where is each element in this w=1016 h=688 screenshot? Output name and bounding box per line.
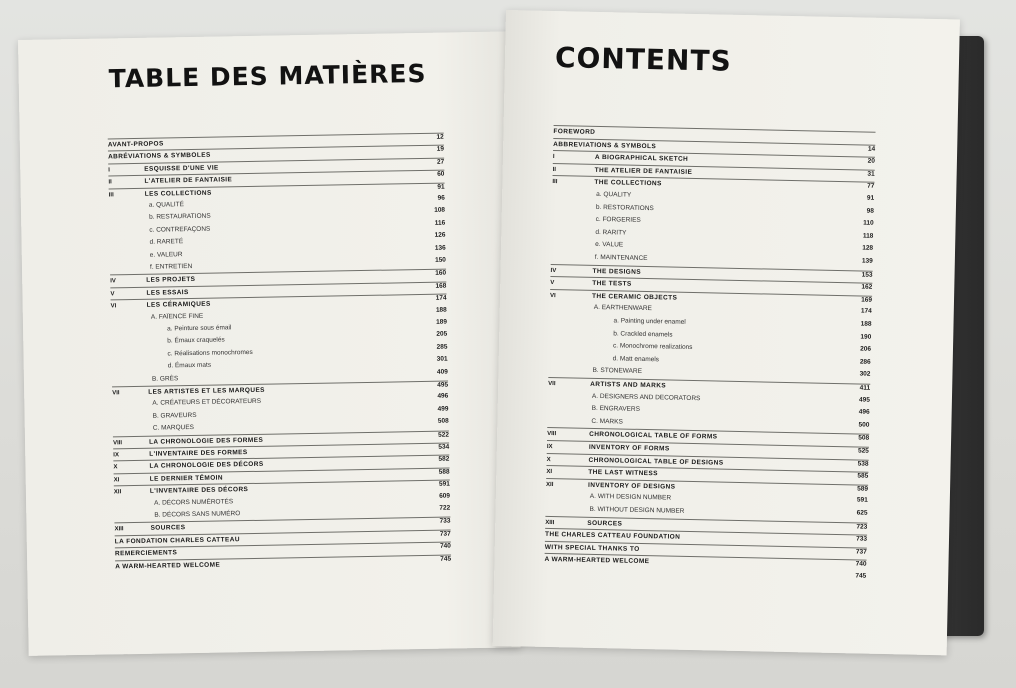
entry-title: SOURCES <box>150 524 186 533</box>
page-number: 118 <box>862 232 874 240</box>
entry-title: A. DÉCORS NUMÉROTÉS <box>154 497 234 507</box>
entry-title: B. GRÈS <box>151 374 179 383</box>
page-number: 206 <box>860 345 872 353</box>
page-number: 737 <box>855 548 867 556</box>
entry-title: LES PROJETS <box>146 276 196 285</box>
entry-title: c. Monochrome realizations <box>612 342 693 352</box>
page-number: 205 <box>436 330 448 339</box>
entry-title: THE CHARLES CATTEAU FOUNDATION <box>544 531 681 541</box>
page-number: 27 <box>436 158 445 166</box>
entry-title: THE TESTS <box>592 280 632 288</box>
entry-title: d. Émaux mats <box>167 361 212 370</box>
page-number: 745 <box>855 572 867 580</box>
chapter-number: III <box>552 179 558 186</box>
entry-title: B. STONEWARE <box>592 367 643 376</box>
page-number: 525 <box>857 447 869 455</box>
chapter-number: XII <box>546 481 554 488</box>
page-number: 188 <box>860 320 872 328</box>
chapter-number: XI <box>113 477 120 484</box>
page-number: 588 <box>438 468 450 476</box>
entry-title: e. VALUE <box>595 241 624 249</box>
page-number: 14 <box>867 145 876 153</box>
chapter-number: VII <box>548 380 556 388</box>
chapter-number: VIII <box>112 439 123 446</box>
chapter-number: XII <box>113 489 122 496</box>
page-number: 625 <box>856 509 868 517</box>
page-number: 496 <box>437 392 449 401</box>
page-number: 153 <box>861 271 873 279</box>
entry-title: b. Crackled enamels <box>613 329 673 339</box>
entry-title: f. ENTRETIEN <box>149 262 193 271</box>
page-number: 174 <box>860 307 872 316</box>
page-number: 301 <box>436 355 448 363</box>
chapter-number: V <box>110 291 115 298</box>
entry-title: B. WITHOUT DESIGN NUMBER <box>589 505 685 515</box>
page-number: 591 <box>856 496 868 505</box>
page-number: 136 <box>434 244 446 252</box>
page-number: 150 <box>434 256 446 264</box>
page-number: 508 <box>437 417 449 425</box>
page-number: 108 <box>434 206 446 215</box>
chapter-number: IX <box>113 452 119 459</box>
entry-title: d. RARETÉ <box>149 238 184 246</box>
page-number: 495 <box>858 396 870 404</box>
entry-title: L'INVENTAIRE DES DÉCORS <box>149 486 249 495</box>
entry-title: CHRONOLOGICAL TABLE OF FORMS <box>589 431 718 441</box>
page-number: 169 <box>861 296 873 304</box>
chapter-number: X <box>113 464 118 471</box>
page-number: 409 <box>436 368 448 376</box>
left-table-of-contents <box>20 131 512 570</box>
page-number: 91 <box>437 183 445 191</box>
entry-title: B. DÉCORS SANS NUMÉRO <box>154 510 241 519</box>
page-number: 740 <box>439 542 451 550</box>
page-number: 190 <box>860 333 872 341</box>
entry-title: A. DESIGNERS AND DECORATORS <box>591 392 701 402</box>
entry-title: INVENTORY OF FORMS <box>588 443 670 453</box>
entry-title: INVENTORY OF DESIGNS <box>587 481 676 491</box>
entry-title: a. QUALITY <box>596 190 632 199</box>
entry-title: A. EARTHENWARE <box>593 304 652 313</box>
page-number: 96 <box>437 194 445 202</box>
page-number: 139 <box>861 257 873 265</box>
chapter-number: V <box>550 280 555 287</box>
entry-title: LA CHRONOLOGIE DES FORMES <box>148 436 264 446</box>
left-page <box>18 31 521 655</box>
chapter-number: III <box>108 191 114 199</box>
entry-title: A BIOGRAPHICAL SKETCH <box>594 154 689 164</box>
entry-title: LES COLLECTIONS <box>144 189 212 198</box>
entry-title: a. Peinture sous émail <box>167 324 232 333</box>
entry-title: L'ATELIER DE FANTAISIE <box>144 176 233 186</box>
page-number: 499 <box>437 405 449 413</box>
page-number: 585 <box>857 472 869 480</box>
entry-title: A WARM-HEARTED WELCOME <box>544 556 650 566</box>
entry-title: c. Réalisations monochromes <box>167 348 253 358</box>
page-number: 534 <box>438 443 450 451</box>
entry-title: LA CHRONOLOGIE DES DÉCORS <box>149 461 264 471</box>
entry-title: e. VALEUR <box>149 250 183 259</box>
chapter-number: VIII <box>547 431 557 438</box>
page-number: 737 <box>439 530 451 538</box>
entry-title: LES ESSAIS <box>146 288 189 297</box>
page-number: 591 <box>438 480 450 488</box>
right-table-of-contents <box>504 124 958 580</box>
entry-title: b. RESTAURATIONS <box>149 213 211 222</box>
entry-title: a. Painting under enamel <box>613 317 686 326</box>
page-number: 162 <box>861 283 873 291</box>
chapter-number: VI <box>110 303 117 310</box>
page-number: 98 <box>866 207 874 215</box>
entry-title: a. QUALITÉ <box>148 201 185 209</box>
chapter-number: VI <box>549 292 556 299</box>
entry-title: d. Matt enamels <box>612 355 660 364</box>
page-number: 745 <box>440 555 452 563</box>
chapter-number: II <box>552 166 557 173</box>
entry-title: ABBREVIATIONS & SYMBOLS <box>553 140 657 150</box>
entry-title: LA FONDATION CHARLES CATTEAU <box>114 536 240 546</box>
page-number: 60 <box>437 170 445 178</box>
entry-title: A. WITH DESIGN NUMBER <box>589 493 672 502</box>
page-number: 733 <box>856 535 868 543</box>
page-number: 110 <box>863 219 874 227</box>
page-number: 20 <box>867 157 875 165</box>
entry-title: ESQUISSE D'UNE VIE <box>144 164 219 173</box>
page-number: 168 <box>435 282 447 290</box>
entry-title: THE DESIGNS <box>592 267 642 276</box>
entry-title: d. RARITY <box>595 228 627 237</box>
chapter-number: VII <box>112 390 120 397</box>
chapter-number: II <box>108 179 112 186</box>
chapter-number: IX <box>546 443 553 451</box>
entry-title: c. CONTREFAÇONS <box>149 225 211 234</box>
page-number: 128 <box>862 244 874 253</box>
chapter-number: X <box>546 456 551 463</box>
page-number: 77 <box>867 182 875 191</box>
entry-title: THE COLLECTIONS <box>594 179 662 188</box>
page-number: 302 <box>859 370 871 379</box>
page-number: 522 <box>438 431 450 439</box>
page-number: 286 <box>859 358 871 366</box>
entry-title: b. Émaux craquelés <box>167 336 225 345</box>
right-page-title: CONTENTS <box>554 41 733 78</box>
left-page-title: TABLE DES MATIÈRES <box>108 58 427 94</box>
entry-title: A. CRÉATEURS ET DÉCORATEURS <box>152 398 262 408</box>
entry-title: WITH SPECIAL THANKS TO <box>544 543 640 553</box>
entry-title: THE CERAMIC OBJECTS <box>591 292 678 302</box>
page-number: 582 <box>438 455 450 464</box>
entry-title: THE ATELIER DE FANTAISIE <box>594 166 693 176</box>
page-number: 500 <box>858 421 870 429</box>
page-number: 285 <box>436 343 448 351</box>
entry-title: ABRÉVIATIONS & SYMBOLES <box>108 152 211 161</box>
entry-title: AVANT-PROPOS <box>107 140 164 149</box>
page-number: 508 <box>858 434 870 443</box>
entry-title: CHRONOLOGICAL TABLE OF DESIGNS <box>588 456 724 467</box>
chapter-number: IV <box>550 267 557 274</box>
page-number: 496 <box>858 408 870 416</box>
page-number: 740 <box>855 560 867 569</box>
right-page <box>493 10 960 655</box>
page-number: 91 <box>866 194 875 202</box>
entry-title: A. FAÏENCE FINE <box>150 312 204 321</box>
page-number: 189 <box>436 318 448 326</box>
entry-title: LES CÉRAMIQUES <box>146 300 211 309</box>
page-number: 126 <box>434 231 446 239</box>
entry-title: B. GRAVEURS <box>152 411 197 420</box>
chapter-number: XIII <box>545 519 555 526</box>
entry-title: ARTISTS AND MARKS <box>590 380 667 390</box>
entry-title: FOREWORD <box>553 128 596 136</box>
entry-title: SOURCES <box>587 519 623 528</box>
entry-title: C. MARQUES <box>152 424 195 432</box>
page-number: 31 <box>867 170 875 178</box>
page-number: 589 <box>857 485 869 493</box>
page-number: 538 <box>857 460 869 468</box>
page-number: 411 <box>859 384 871 392</box>
page-number: 174 <box>435 294 447 302</box>
page-number: 116 <box>434 219 446 227</box>
page-number: 160 <box>435 269 447 278</box>
page-number: 733 <box>439 517 451 526</box>
entry-title: C. MARKS <box>591 417 623 426</box>
entry-title: B. ENGRAVERS <box>591 405 641 414</box>
chapter-number: I <box>552 154 555 161</box>
page-number: 188 <box>435 306 447 314</box>
chapter-number: XI <box>546 469 553 476</box>
page-number: 609 <box>439 492 451 500</box>
chapter-number: IV <box>110 278 116 285</box>
entry-title: b. RESTORATIONS <box>595 203 654 212</box>
entry-title: L'INVENTAIRE DES FORMES <box>149 449 248 458</box>
entry-title: c. FORGERIES <box>595 216 641 225</box>
page-number: 723 <box>856 523 868 531</box>
page-number: 12 <box>436 133 444 141</box>
entry-title: REMERCIEMENTS <box>114 549 178 558</box>
entry-title: A WARM-HEARTED WELCOME <box>115 561 221 570</box>
chapter-number: I <box>108 167 111 174</box>
page-number: 19 <box>436 145 445 154</box>
chapter-number: XIII <box>114 526 124 533</box>
entry-title: f. MAINTENANCE <box>594 253 648 263</box>
entry-title: LE DERNIER TÉMOIN <box>149 474 223 483</box>
page-number: 722 <box>439 504 451 512</box>
page-number: 495 <box>437 381 449 389</box>
entry-title: LES ARTISTES ET LES MARQUES <box>148 386 265 396</box>
entry-title: THE LAST WITNESS <box>588 469 658 478</box>
